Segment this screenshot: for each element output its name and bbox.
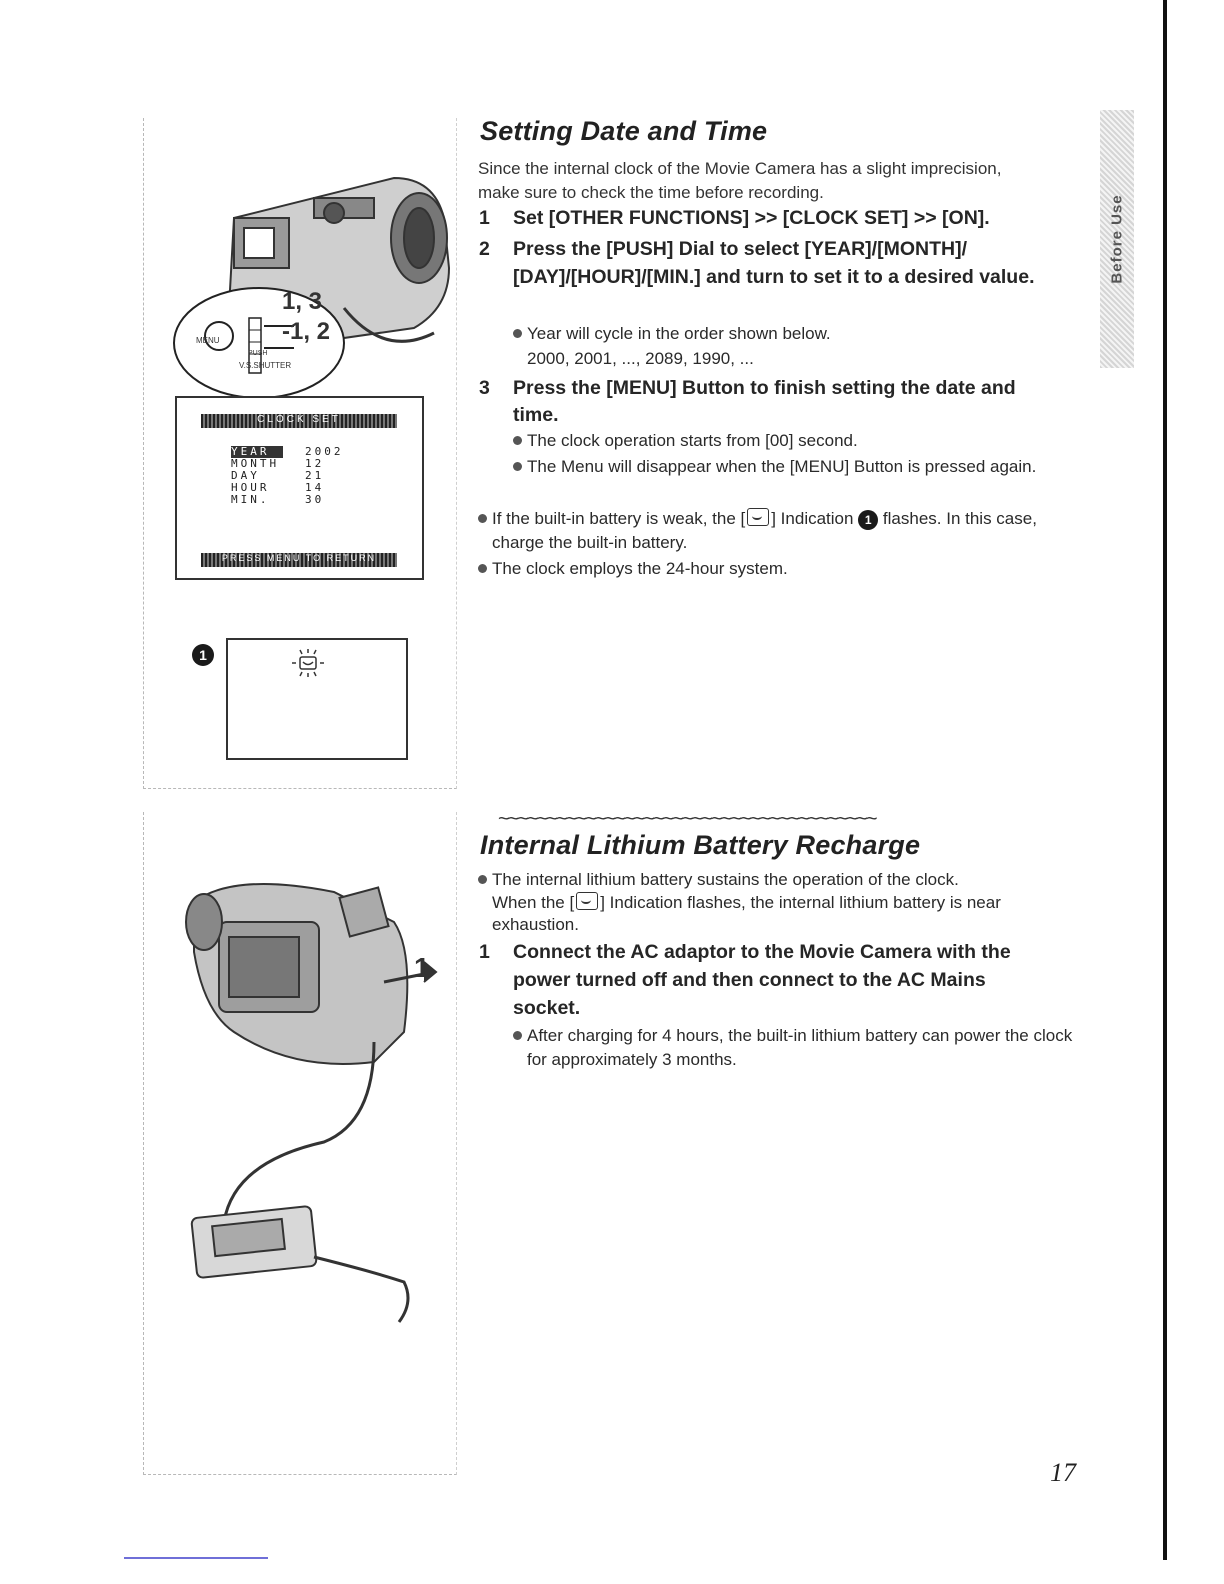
clock-set-screen — [175, 396, 424, 580]
bullet-dot — [513, 436, 522, 445]
bullet-dot — [478, 875, 487, 884]
clock-battery-icon — [576, 892, 598, 910]
step-2-bullet: Year will cycle in the order shown below. — [527, 322, 1047, 346]
clock-row-month: MONTH 12 — [231, 457, 325, 470]
page-bottom-underline — [124, 1557, 268, 1559]
camera-top-illustration — [164, 158, 454, 408]
callout-steps-1-3: 1, 3 — [282, 288, 323, 315]
clock-row-hour: HOUR 14 — [231, 481, 325, 494]
section-title-lithium-battery: Internal Lithium Battery Recharge — [480, 830, 921, 860]
lithium-bullet-1: The internal lithium battery sustains the operation of the clock. — [492, 868, 1052, 892]
screen-footer: PRESS MENU TO RETURN — [221, 553, 377, 563]
clock-set-rows — [231, 446, 344, 506]
push-dial-label: PUSH — [248, 350, 268, 357]
step-3-finish: 3 Press the [MENU] Button to finish setting the date and time. — [479, 377, 1016, 426]
callout-step-1: 1 — [414, 952, 430, 983]
menu-button-label: MENU — [196, 336, 220, 345]
section-side-tab — [1100, 110, 1134, 368]
figure-clock-set-box — [143, 118, 457, 789]
indicator-reference-badge: 1 — [858, 510, 878, 530]
step-1-clock-set: 1 Set [OTHER FUNCTIONS] >> [CLOCK SET] >> [ON]. — [479, 207, 990, 229]
screen-title: CLOCK SET — [257, 414, 341, 425]
bullet-dot — [478, 514, 487, 523]
screen-title-bar — [201, 414, 397, 428]
bullet-dot — [478, 564, 487, 573]
setting-date-intro: Since the internal clock of the Movie Camera has a slight imprecision, make sure to check the time before recording. — [478, 159, 1002, 202]
clock-row-day: DAY 21 — [231, 469, 325, 482]
lithium-step-1-bullet: After charging for 4 hours, the built-in lithium battery can power the clock for approximately 3 months. — [527, 1024, 1077, 1072]
year-sequence: 2000, 2001, ..., 2089, 1990, ... — [527, 349, 754, 368]
lithium-bullet-1-continued: When the [ ] Indication flashes, the internal lithium battery is near exhaustion. — [492, 893, 1001, 934]
callout-steps-1-2: -1, 2 — [282, 318, 331, 345]
note-24-hour: The clock employs the 24-hour system. — [492, 557, 1072, 581]
page-number: 17 — [1050, 1458, 1076, 1487]
lithium-step-1: 1 Connect the AC adaptor to the Movie Camera with the power turned off and then connect to the AC Mains socket. — [479, 941, 1011, 1019]
clock-battery-icon — [747, 508, 769, 526]
indicator-callout-badge: 1 — [192, 644, 214, 666]
vs-shutter-label: V.S.SHUTTER — [239, 361, 292, 370]
side-tab-label: Before Use — [1108, 194, 1126, 284]
note-weak-battery: If the built-in battery is weak, the [ ] Indication 1 flashes. In this case, charge the built-in battery. — [492, 507, 1072, 555]
page-edge-rule — [1163, 0, 1167, 1560]
step-2-select-value: 2 Press the [PUSH] Dial to select [YEAR]/[MONTH]/ [DAY]/[HOUR]/[MIN.] and turn to set it to a desired value. — [479, 238, 1035, 288]
step-3-bullet-2: The Menu will disappear when the [MENU] Button is pressed again. — [527, 455, 1067, 479]
section-title-setting-date-time: Setting Date and Time — [480, 116, 768, 146]
clock-row-year: YEAR 2002 — [231, 445, 344, 458]
clock-battery-icon — [290, 648, 326, 678]
bullet-dot — [513, 1031, 522, 1040]
section-divider-wavy: ~~~~~~~~~~~~~~~~~~~~~~~~~~~~~~~~~~~~~~~ — [498, 808, 876, 830]
step-3-bullet-1: The clock operation starts from [00] second. — [527, 429, 1067, 453]
clock-row-min: MIN. 30 — [231, 493, 325, 506]
clock-indicator-screen — [226, 638, 408, 760]
figure-ac-adaptor-box — [143, 812, 457, 1475]
camera-ac-adaptor-illustration — [174, 862, 454, 1342]
bullet-dot — [513, 329, 522, 338]
bullet-dot — [513, 462, 522, 471]
screen-footer-bar — [201, 553, 397, 567]
